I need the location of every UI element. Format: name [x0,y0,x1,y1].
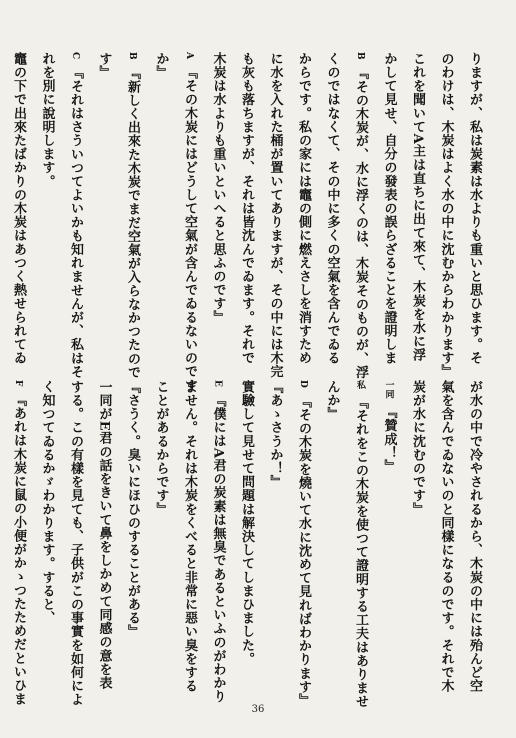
text-line [146,380,175,650]
speaker-label: C [70,52,80,60]
line-text: く知つてゐるかゞわかります。すると、 [39,380,55,625]
text-line [203,380,232,704]
line-text: か』 [153,52,169,80]
line-text: 氣を含んでゐないのと同樣になるのです。それで木 [438,380,454,693]
text-line [374,52,403,365]
text-line [203,52,232,322]
line-text: 『それはさういつてよいかも知れませんが、私はそ [68,65,83,379]
text-line [346,380,375,709]
text-line [232,380,261,666]
text-line [0,52,4,322]
text-line [32,380,61,650]
speaker-label: B [127,52,137,61]
line-text: 『さうく。臭いにほひのすることがある』 [125,380,140,639]
text-line [403,380,432,650]
text-line [89,52,118,322]
text-line [118,52,147,380]
line-text: 『僕にはA君の炭素は無臭であるといふのがわかり [210,393,226,704]
line-text: 『新しく出來た木炭でまだ空氣が入らなかつたので [125,66,140,380]
line-text: からです。私の家には竈の側に燃えさしを消すため [296,52,311,365]
text-line [460,52,489,365]
text-line [317,52,346,365]
text-line [317,380,346,650]
line-text: んか』 [324,380,340,421]
text-line [175,380,204,693]
line-text: 『その木炭にはどうして空氣が含んでゐるないのです [182,65,197,392]
text-line [146,52,175,322]
line-text: 『贊成！』 [381,405,397,474]
line-text: も灰も落ちますが、それは皆沈んでゐます。それで [239,52,254,365]
text-line [403,52,432,362]
line-text: 竈の下で出來たばかりの木炭はあつく熱せられてゐ [11,52,26,365]
line-text: が水の中で冷やされるから、木炭の中には殆んど空 [467,380,482,693]
text-line [118,380,147,650]
text-line [89,380,118,690]
line-text: 『その木炭を燒いて水に沈めて見ればわかります』 [296,394,311,708]
text-line [431,380,460,693]
text-line [346,52,375,380]
text-line [4,380,33,706]
page-number: 36 [251,704,265,715]
line-text: れを別に說明します。 [39,52,55,188]
text-line [4,52,33,365]
text-line [61,380,90,707]
line-text: 『それをこの木炭を使つて證明する工夫はありませ [353,395,368,709]
text-line [232,52,261,365]
line-text: りますが、私は炭素は水よりも重いと思ひます。そ [467,52,482,365]
text-line [289,380,318,708]
text-line [61,52,90,379]
text-line [431,52,460,379]
speaker-label: 一同 [383,380,394,400]
speaker-label: A [184,52,194,60]
line-text: 炭が水に沈むのです』 [410,380,425,516]
text-line [374,380,403,650]
speaker-label: E [212,380,223,388]
line-text: する。この有樣を見ても、子供がこの事實を如何によ [68,380,83,707]
line-text: かして見せ、自分の發表の誤らざることを證明しま [381,52,397,365]
text-line [289,52,318,365]
line-text: 『あゝさうか！』 [267,380,283,489]
line-text: くのではなくて、その中に多くの空氣を含んでゐる [324,52,340,365]
line-text: す』 [96,52,112,80]
line-text: 實驗して見せて問題は解決してしまひました。 [239,380,254,666]
line-text: に水を入れた桶が置いてありますが、その中には木完 [267,52,283,379]
text-line [175,52,204,392]
speaker-label: B [355,52,365,61]
line-text: 『あれは木炭に鼠の小便がかゝつたためだといひま [11,393,26,706]
text-line [32,52,61,322]
speaker-label: F [13,380,23,387]
speaker-label: 私 [355,380,365,390]
line-text: ことがあるからです』 [153,380,169,516]
line-text: ません。それは木炭をくべると非常に惡い臭をする [182,380,197,693]
text-block-bottom [11,380,488,709]
line-text: これを聞いてA主は直ちに出て來て、木炭を水に浮 [410,52,425,362]
text-line [0,380,4,650]
line-text: 一同がE君の話をきいて鼻をしかめて同感の意を表 [96,380,112,690]
text-line [260,52,289,379]
speaker-label: D [298,380,308,389]
text-line [460,380,489,693]
text-line [260,380,289,650]
line-text: 『その木炭が、水に浮くのは、木炭そのものが、浮 [353,66,368,380]
line-text: 木炭は水よりも重いといへると思ふのです』 [210,52,226,324]
line-text: のわけは、木炭はよく水の中に沈むからわかります』 [438,52,454,379]
